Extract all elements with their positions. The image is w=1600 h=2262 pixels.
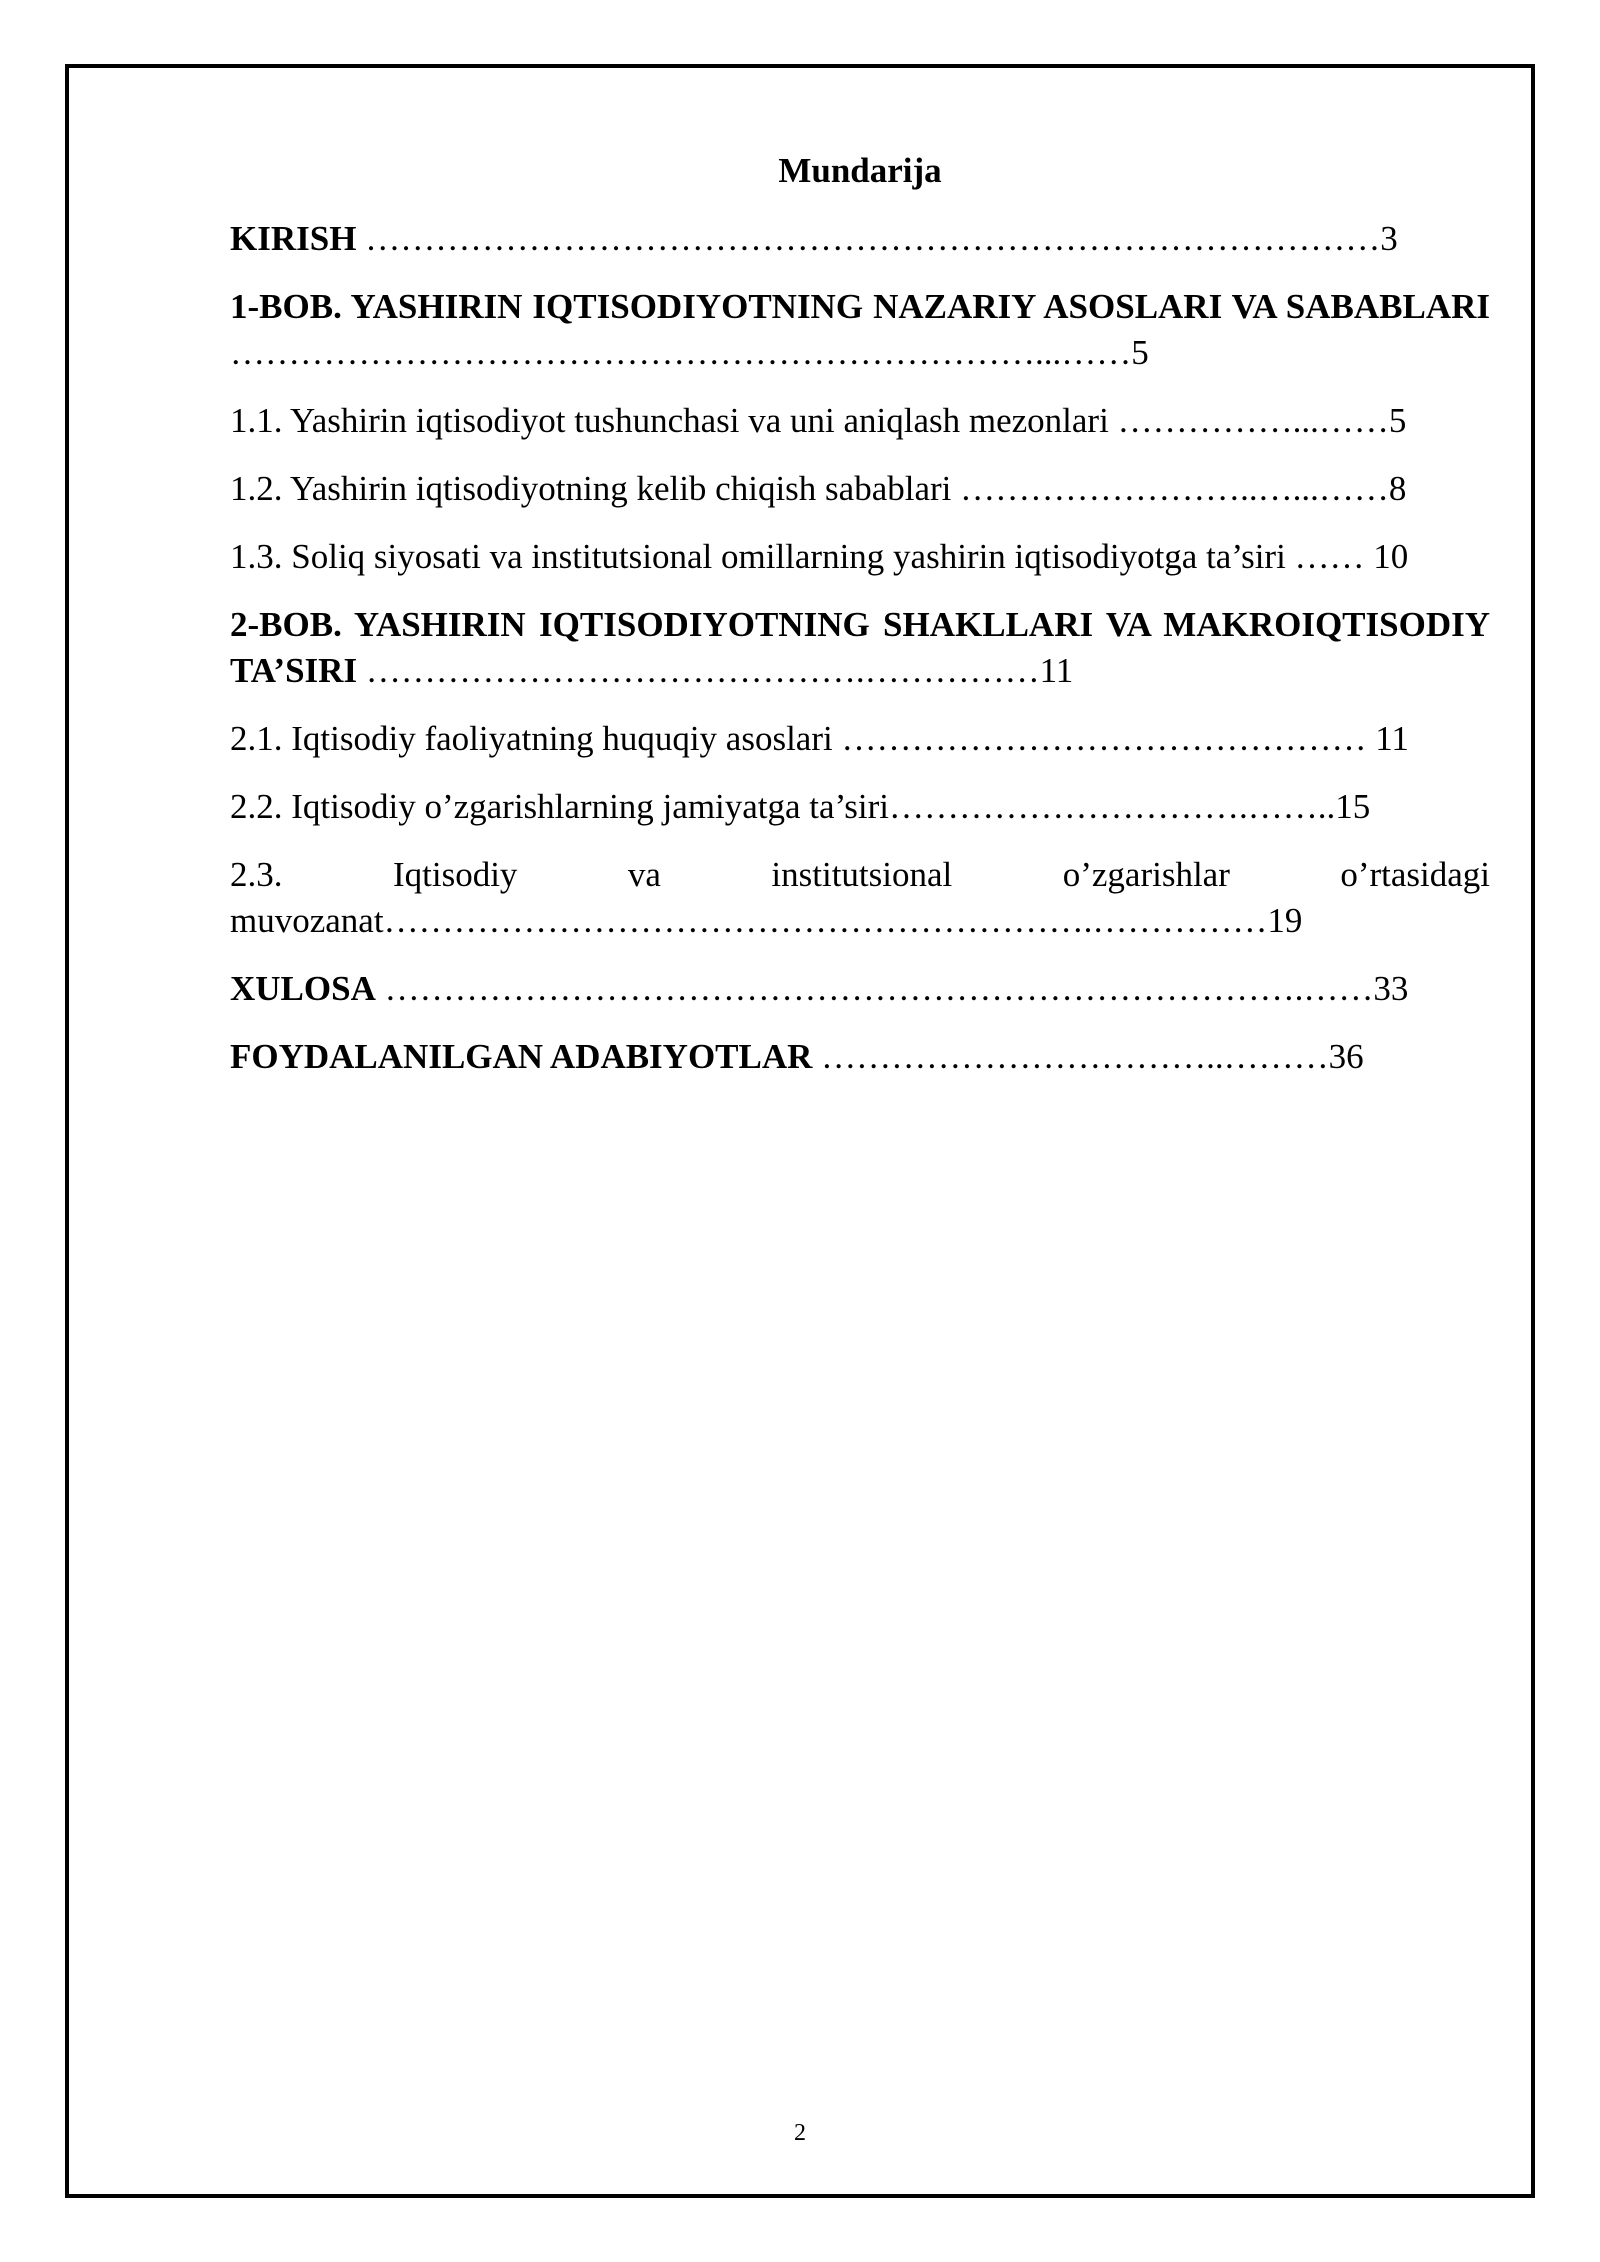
toc-entry-adabiyotlar[interactable] xyxy=(230,1034,1490,1080)
toc-page-number: 10 xyxy=(1373,537,1409,576)
toc-entry-label: 1.2. Yashirin iqtisodiyotning kelib chiqish sabablari xyxy=(230,469,952,508)
toc-entry-section-2-2[interactable] xyxy=(230,784,1490,830)
toc-leader-dots: …………………………………………………………………………… xyxy=(356,219,1381,258)
toc-entry-section-2-3[interactable] xyxy=(230,852,1490,944)
toc-leader-dots: ……………...…… xyxy=(1108,401,1389,440)
toc-entry-label: 2.2. Iqtisodiy o’zgarishlarning jamiyatga ta’siri xyxy=(230,787,890,826)
toc-entry-section-1-1[interactable] xyxy=(230,398,1490,444)
toc-page-number: 5 xyxy=(1388,401,1407,440)
toc-page-number: 36 xyxy=(1328,1037,1364,1076)
toc-entry-label: 1-BOB. YASHIRIN IQTISODIYOTNING NAZARIY ASOSLARI VA SABABLARI xyxy=(230,287,1490,326)
toc-entry-label: 1.1. Yashirin iqtisodiyot tushunchasi va uni aniqlash mezonlari xyxy=(230,401,1109,440)
toc-title: Mundarija xyxy=(778,151,942,190)
toc-entry-section-1-3[interactable] xyxy=(230,534,1490,580)
toc-leader-dots: …………………………………………………….…………… xyxy=(383,901,1268,940)
toc-leader-dots: …………………………………….…………… xyxy=(357,651,1040,690)
toc-page-number: 33 xyxy=(1373,969,1409,1008)
toc-entry-kirish[interactable] xyxy=(230,216,1490,262)
toc-entry-chapter-2[interactable] xyxy=(230,602,1490,694)
toc-page-number: 5 xyxy=(1131,333,1149,372)
toc-entry-xulosa[interactable] xyxy=(230,966,1490,1012)
toc-page-number: 11 xyxy=(1375,719,1409,758)
toc-entry-label: XULOSA xyxy=(230,969,376,1008)
toc-entry-section-1-2[interactable] xyxy=(230,466,1490,512)
toc-page-number: 3 xyxy=(1380,219,1398,258)
toc-page-number: 11 xyxy=(1039,651,1074,690)
toc-entry-section-2-1[interactable] xyxy=(230,716,1490,762)
toc-leader-dots: …………………………………………………………………….…… xyxy=(375,969,1374,1008)
toc-leader-dots: ……………………………………………………………...…… xyxy=(230,333,1132,372)
toc-entry-label: KIRISH xyxy=(230,219,357,258)
toc-page-number: 19 xyxy=(1267,901,1303,940)
toc-leader-dots: ……………………..…...…… xyxy=(951,469,1389,508)
toc-entry-chapter-1[interactable] xyxy=(230,284,1490,376)
toc-leader-dots: ……………………………………… xyxy=(832,719,1376,758)
toc-page-number: 15 xyxy=(1335,787,1371,826)
page-number: 2 xyxy=(794,2120,806,2146)
toc-page-number: 8 xyxy=(1388,469,1407,508)
toc-leader-dots: ………………………….…….. xyxy=(889,787,1336,826)
toc-entry-label: FOYDALANILGAN ADABIYOTLAR xyxy=(230,1037,813,1076)
toc-entry-label: 2-BOB. YASHIRIN IQTISODIYOTNING SHAKLLARI VA MAKROIQTISODIY TA’SIRI xyxy=(230,605,1490,690)
toc-entry-label: 1.3. Soliq siyosati va institutsional omillarning yashirin iqtisodiyotga ta’siri xyxy=(230,537,1286,576)
toc-entry-label: 2.1. Iqtisodiy faoliyatning huquqiy asoslari xyxy=(230,719,833,758)
toc-leader-dots: …… xyxy=(1285,537,1374,576)
toc-leader-dots: ……………………………..……… xyxy=(812,1037,1329,1076)
toc-entry-label: 2.3. Iqtisodiy va institutsional o’zgarishlar o’rtasidagi muvozanat xyxy=(230,855,1490,940)
document-body xyxy=(230,148,1490,1102)
